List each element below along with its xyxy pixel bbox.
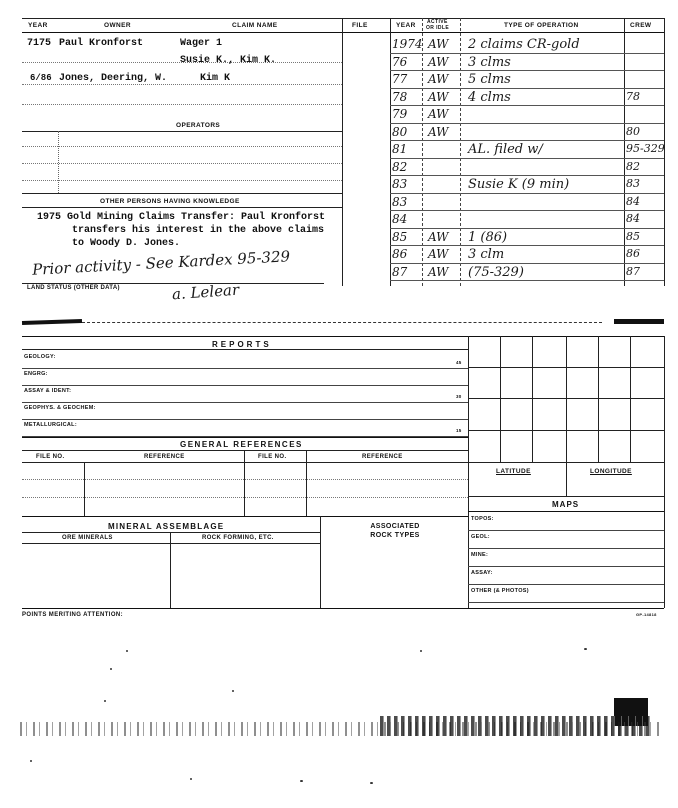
owner-row-2-claim: Susie K., Kim K. [180, 55, 277, 66]
report-row-label: ENGRG: [24, 371, 48, 377]
rock-forming-label: ROCK FORMING, ETC. [202, 535, 274, 541]
op-active: AW [428, 264, 449, 279]
report-row-number: 45 [456, 360, 462, 365]
op-crew: 86 [626, 247, 640, 260]
op-crew: 85 [626, 229, 640, 243]
maps-row-label: ASSAY: [471, 570, 493, 576]
owner-row-1-owner: Paul Kronforst [59, 38, 144, 49]
form-code: GP-14818 [636, 612, 657, 617]
op-crew: 83 [626, 177, 640, 190]
op-crew: 84 [626, 194, 640, 208]
op-year: 79 [392, 107, 408, 121]
associated-rock-types-label: ASSOCIATED ROCK TYPES [370, 523, 420, 539]
handwritten-prior-activity-note: Prior activity - See Kardex 95-329 [31, 247, 291, 279]
op-year: 84 [392, 212, 408, 226]
op-year: 85 [392, 229, 408, 244]
owner-row-3-claim: Kim K [200, 73, 231, 84]
op-type: 4 clms [468, 89, 511, 105]
other-persons-line-1: 1975 Gold Mining Claims Transfer: Paul Kronforst [37, 212, 326, 223]
op-year: 82 [392, 159, 408, 174]
col-crew: CREW [630, 22, 652, 29]
ref-reference-2: REFERENCE [362, 454, 403, 460]
other-persons-line-3: to Woody D. Jones. [72, 238, 181, 249]
op-type: 3 clm [468, 247, 505, 262]
op-active: AW [428, 247, 449, 261]
op-type: (75-329) [468, 264, 524, 280]
op-crew: 84 [626, 212, 640, 225]
section-divider [22, 318, 664, 326]
op-active: AW [428, 72, 449, 86]
owner-row-1-year: 7175 [27, 38, 52, 49]
col-claim-name: CLAIM NAME [232, 22, 278, 29]
land-status-label: LAND STATUS (OTHER DATA) [27, 285, 120, 291]
maps-title: MAPS [552, 500, 580, 509]
reports-title: REPORTS [212, 340, 272, 349]
general-references-title: GENERAL REFERENCES [180, 440, 303, 449]
op-crew: 87 [626, 264, 640, 278]
op-active: AW [428, 54, 449, 69]
op-crew: 80 [626, 124, 640, 138]
ref-reference: REFERENCE [144, 454, 185, 460]
maps-row-label: TOPOS: [471, 516, 494, 522]
longitude-label: LONGITUDE [590, 468, 632, 475]
op-type: 1 (86) [468, 229, 508, 245]
op-year: 86 [392, 247, 408, 261]
col-file: FILE [352, 22, 368, 29]
col-active: ACTIVE [427, 19, 448, 25]
report-row-label: ASSAY & IDENT: [24, 388, 72, 394]
ref-file-no-2: FILE NO. [258, 454, 287, 460]
op-active: AW [428, 89, 449, 104]
op-type: Susie K (9 min) [468, 177, 570, 192]
col-year-ops: YEAR [396, 22, 416, 29]
op-year: 78 [392, 89, 408, 104]
op-year: 80 [392, 124, 408, 139]
owner-row-3-owner: Jones, Deering, W. [59, 73, 168, 84]
report-row-number: 30 [456, 394, 462, 399]
op-year: 83 [392, 194, 408, 209]
latitude-label: LATITUDE [496, 468, 531, 475]
report-row-label: METALLURGICAL: [24, 422, 77, 428]
maps-row-label: MINE: [471, 552, 489, 558]
op-crew: 78 [626, 89, 640, 103]
report-row-label: GEOLOGY: [24, 354, 56, 360]
col-active-idle: OR IDLE [426, 25, 450, 31]
op-type: 2 claims CR-gold [468, 37, 580, 52]
owner-row-1-claim: Wager 1 [180, 38, 223, 49]
col-owner: OWNER [104, 22, 131, 29]
op-year: 77 [392, 72, 408, 86]
op-active: AW [428, 37, 449, 51]
op-active: AW [428, 124, 449, 139]
operators-label: OPERATORS [176, 122, 221, 129]
other-persons-line-2: transfers his interest in the above claims [72, 225, 325, 236]
points-meriting-attention-label: POINTS MERITING ATTENTION: [22, 612, 124, 618]
op-type: 5 clms [468, 72, 511, 87]
land-status-value: a. Lelear [171, 280, 240, 304]
op-crew: 82 [626, 159, 640, 173]
op-active: AW [428, 229, 449, 244]
report-row-label: GEOPHYS. & GEOCHEM: [24, 405, 96, 411]
op-type: 3 clms [468, 54, 511, 70]
ore-minerals-label: ORE MINERALS [62, 535, 113, 541]
op-active: AW [428, 107, 449, 121]
maps-row-label: GEOL: [471, 534, 490, 540]
op-year: 83 [392, 177, 408, 191]
op-year: 76 [392, 54, 408, 69]
op-year: 81 [392, 142, 408, 156]
op-year: 1974 [392, 37, 423, 51]
col-type-operation: TYPE OF OPERATION [504, 22, 579, 29]
mineral-assemblage-title: MINERAL ASSEMBLAGE [108, 522, 225, 531]
maps-row-label: OTHER (& PHOTOS) [471, 588, 529, 594]
op-type: AL. filed w/ [468, 142, 543, 157]
op-crew: 95-329 [626, 142, 665, 155]
owner-row-3-year: 6/86 [30, 73, 52, 83]
op-year: 87 [392, 264, 408, 279]
other-persons-label: OTHER PERSONS HAVING KNOWLEDGE [100, 198, 240, 205]
ref-file-no: FILE NO. [36, 454, 65, 460]
col-year: YEAR [28, 22, 48, 29]
report-row-number: 15 [456, 428, 462, 433]
